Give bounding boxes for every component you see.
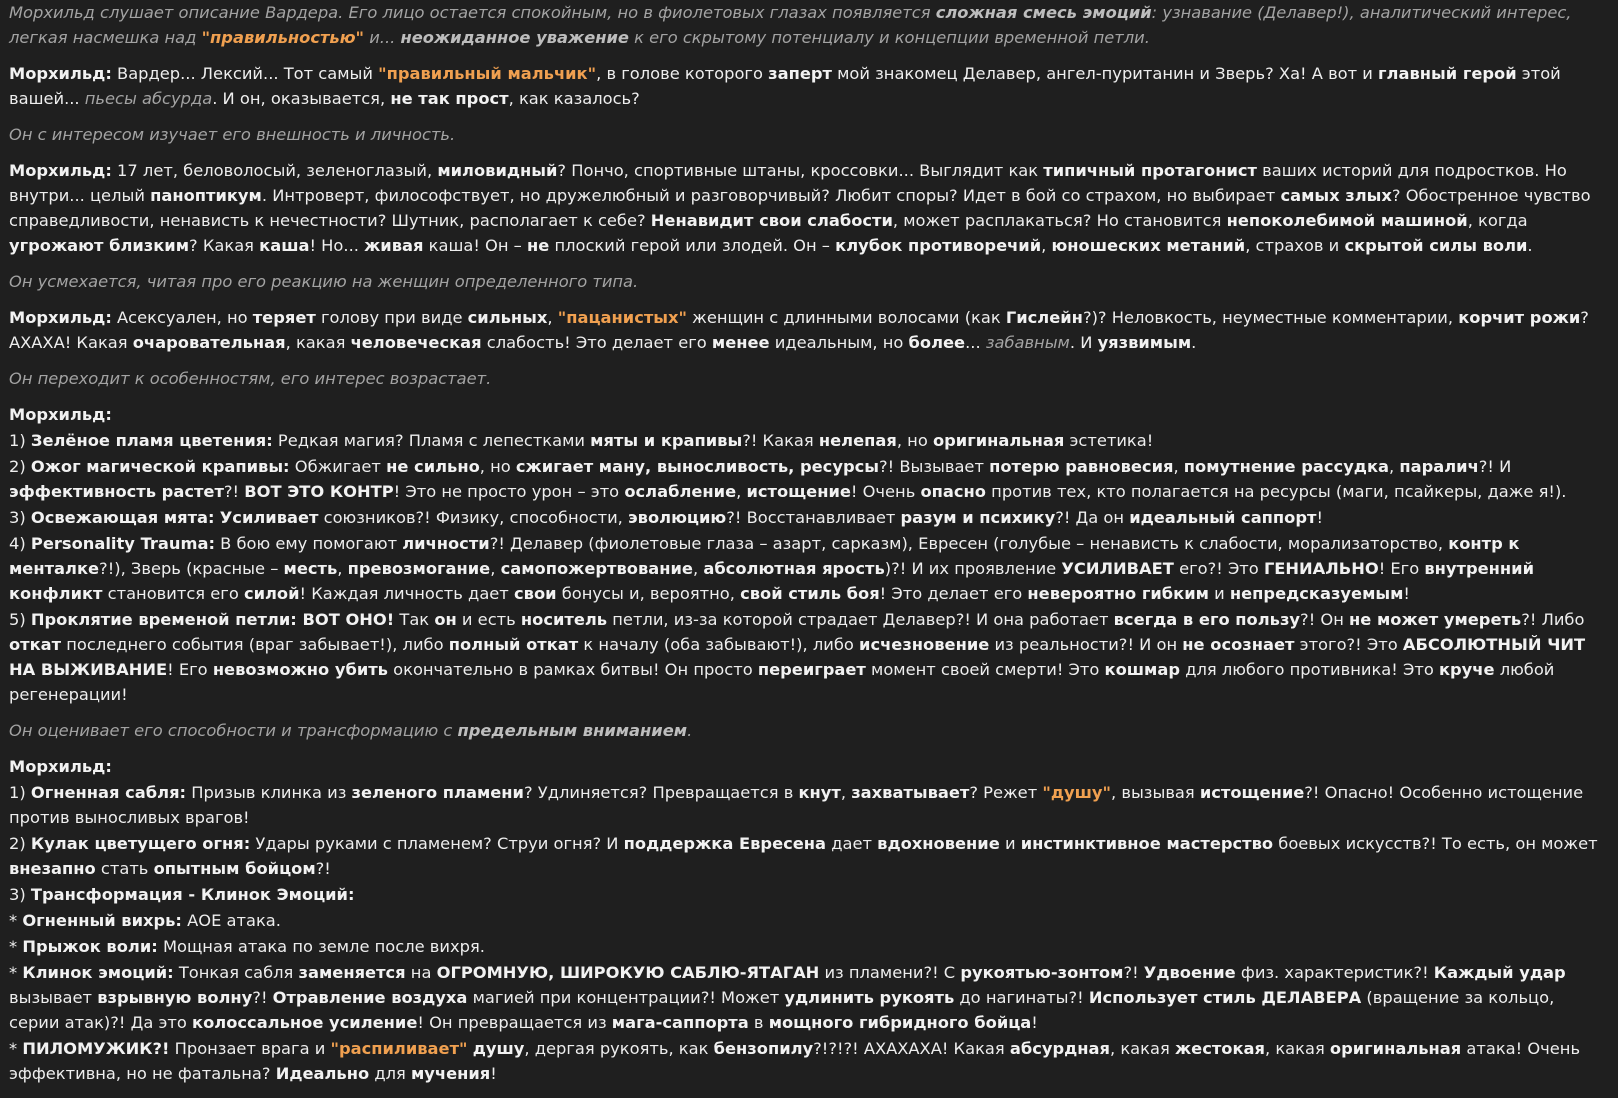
bold-text: уязвимым [1097, 333, 1192, 352]
text-run: ? Какая [189, 236, 260, 255]
text-run: этого?! Это [1294, 635, 1403, 654]
bold-text: заперт [768, 64, 832, 83]
text-run: последнего события (враг забывает!), либо [61, 635, 449, 654]
text-run: : узнавание (Делавер!), аналитический интерес, легкая насмешка над [9, 3, 1572, 47]
bold-text: клубок противоречий [835, 236, 1042, 255]
bold-text: абсолютная ярость [703, 559, 885, 578]
bold-text: личности [402, 534, 490, 553]
text-run: Мощная атака по земле после вихря. [157, 937, 485, 956]
quoted-text: "пацанистых" [557, 308, 687, 327]
bold-text: захватывает [851, 783, 970, 802]
text-run: ваших историй для подростков. Но внутри... целый [9, 161, 1567, 205]
italic-text: забавным [985, 333, 1070, 352]
text-run: АОЕ атака. [181, 911, 281, 930]
bold-text: предельным вниманием [457, 721, 688, 740]
text-run: и... [364, 28, 401, 47]
text-run: ! [1403, 584, 1410, 603]
bold-text: поддержка Евресена [623, 834, 827, 853]
bold-text: Освежающая мята: [30, 508, 215, 527]
text-run: ! Это не просто урон – это [393, 482, 625, 501]
text-run: из реальности?! И он [989, 635, 1183, 654]
bold-text: сильных [467, 308, 548, 327]
text-run: ! Очень [850, 482, 921, 501]
text-run: слабость! Это делает его [481, 333, 712, 352]
text-run: , [692, 559, 704, 578]
text-run: , [1173, 457, 1184, 476]
bold-text: ПИЛОМУЖИК?! [22, 1039, 170, 1058]
bold-text: более [908, 333, 966, 352]
bold-text: свои [513, 584, 557, 603]
text-run: атака! Очень эффективна, но не фатальна? [9, 1039, 1581, 1083]
bold-text: Ненавидит свои слабости [650, 211, 893, 230]
bold-text: мощного гибридного бойца [768, 1013, 1032, 1032]
text-run: магией при концентрации?! Может [467, 988, 785, 1007]
bold-text: разум и психику [900, 508, 1056, 527]
bold-text: корчит рожи [1458, 308, 1581, 327]
bold-text: человеческая [350, 333, 482, 352]
bold-text: исчезновение [859, 635, 990, 654]
bold-text: Огненный вихрь: [22, 911, 182, 930]
bold-text: теряет [252, 308, 316, 327]
bold-text: ГЕНИАЛЬНО [1263, 559, 1379, 578]
text-run: дает [826, 834, 878, 853]
bold-text: миловидный [437, 161, 558, 180]
bold-text: абсурдная [1009, 1039, 1110, 1058]
narration-paragraph [9, 366, 1604, 391]
bold-text: Огненная сабля: [30, 783, 187, 802]
text-run: и есть [456, 610, 521, 629]
list-item [9, 607, 1604, 707]
text-run: * [9, 1039, 23, 1058]
bold-text: Проклятие временой петли: ВОТ ОНО! [30, 610, 395, 629]
bold-text: эволюцию [628, 508, 727, 527]
text-run: Обжигает [289, 457, 387, 476]
text-run: ?! Какая [742, 431, 819, 450]
text-run: , страхов и [1245, 236, 1345, 255]
bold-text: УСИЛИВАЕТ [1061, 559, 1174, 578]
bold-text: помутнение рассудка [1183, 457, 1389, 476]
text-run: каша! Он – [423, 236, 527, 255]
text-run: , вызывая [1111, 783, 1200, 802]
speech-list-block [9, 402, 1604, 707]
bold-text: откат [9, 635, 62, 654]
text-run: 1) [9, 783, 31, 802]
text-run: к началу (оба забывают!), либо [578, 635, 860, 654]
text-run: к его скрытому потенциалу и концепции временной петли. [628, 28, 1150, 47]
text-run: ? Обостренное чувство справедливости, ненависть к нечестности? Шутник, располагает к себе? [9, 186, 1591, 230]
text-run: , какая [285, 333, 351, 352]
bold-text: скрытой силы воли [1344, 236, 1528, 255]
list-item [9, 780, 1604, 830]
bold-text: Кулак цветущего огня: [30, 834, 251, 853]
bold-text: Усиливает [219, 508, 319, 527]
bold-text: неожиданное уважение [400, 28, 629, 47]
text-run: ! Каждая личность дает [299, 584, 514, 603]
text-run: Пронзает врага и [169, 1039, 331, 1058]
text-run: женщин с длинными волосами (как [687, 308, 1006, 327]
text-run: , дергая рукоять, как [524, 1039, 714, 1058]
text-run: для любого противника! Это [1180, 660, 1439, 679]
text-run: , но [479, 457, 516, 476]
speaker-line [9, 754, 1604, 779]
bold-text: юношеских метаний [1051, 236, 1246, 255]
text-run: ! [1316, 508, 1323, 527]
bold-text: оригинальная [932, 431, 1065, 450]
text-run: 4) [9, 534, 31, 553]
list-item [9, 831, 1604, 881]
text-run: ! Его [167, 660, 213, 679]
bold-text: невозможно убить [212, 660, 388, 679]
text-run: , [547, 308, 558, 327]
bold-text: не может умереть [1349, 610, 1522, 629]
bold-text: Ожог магической крапивы: [30, 457, 290, 476]
text-run: . Интроверт, философствует, но дружелюбный и разговорчивый? Любит споры? Идет в бой со страхом, но выбирает [261, 186, 1281, 205]
text-run: * [9, 963, 23, 982]
quoted-text: "правильностью" [201, 28, 365, 47]
text-run: , может расплакаться? Но становится [892, 211, 1227, 230]
list-item [9, 454, 1604, 504]
quoted-text: "правильный мальчик" [378, 64, 597, 83]
text-run: ?! [315, 859, 331, 878]
bold-text: Морхильд: [9, 64, 112, 83]
text-run: ! Но... [309, 236, 365, 255]
list-item [9, 934, 1604, 959]
bold-text: истощение [746, 482, 851, 501]
text-run: ! [1031, 1013, 1038, 1032]
bold-text: главный герой [1378, 64, 1517, 83]
text-run: и [999, 834, 1021, 853]
text-run: из пламени?! С [819, 963, 961, 982]
text-run: идеальным, но [769, 333, 909, 352]
text-run: и [1208, 584, 1230, 603]
bold-text: АБСОЛЮТНЫЙ ЧИТ НА ВЫЖИВАНИЕ [9, 635, 1586, 679]
bold-text: контр к менталке [9, 534, 1520, 578]
text-run: ?! [223, 482, 245, 501]
text-run: . [1191, 333, 1197, 352]
text-run: становится его [102, 584, 244, 603]
bold-text: ВОТ ЭТО КОНТР [244, 482, 394, 501]
text-run: Призыв клинка из [186, 783, 352, 802]
bold-text: переиграет [757, 660, 866, 679]
text-run: голову при виде [315, 308, 468, 327]
bold-text: Трансформация - Клинок Эмоций: [30, 885, 355, 904]
bold-text: не сильно [386, 457, 480, 476]
bold-text: опытным бойцом [153, 859, 316, 878]
text-run: плоский герой или злодей. Он – [549, 236, 836, 255]
bold-text: Прыжок воли: [22, 937, 158, 956]
bold-text: Гислейн [1005, 308, 1083, 327]
bold-text: ОГРОМНУЮ, ШИРОКУЮ САБЛЮ-ЯТАГАН [436, 963, 820, 982]
text-run: Так [394, 610, 435, 629]
bold-text: непоколебимой машиной [1226, 211, 1468, 230]
bold-text: эффективность растет [9, 482, 224, 501]
text-run: 2) [9, 834, 31, 853]
text-run: ?!?!?! АХАХАХА! Какая [813, 1039, 1010, 1058]
text-run: 3) [9, 508, 31, 527]
text-run: )?! И их проявление [884, 559, 1062, 578]
bold-text: бензопилу [713, 1039, 814, 1058]
text-run: окончательно в рамках битвы! Он просто [387, 660, 758, 679]
bold-text: ослабление [624, 482, 737, 501]
text-run: против тех, кто полагается на ресурсы (маги, псайкеры, даже я!). [986, 482, 1567, 501]
bold-text: мяты и крапивы [590, 431, 743, 450]
text-run: физ. характеристик?! [1235, 963, 1434, 982]
bold-text: потерю равновесия [989, 457, 1174, 476]
text-run: , как казалось? [508, 89, 640, 108]
narration-paragraph [9, 0, 1604, 50]
text-run: ?! Восстанавливает [726, 508, 901, 527]
bold-text: круче [1438, 660, 1495, 679]
quoted-text: "распиливает" [330, 1039, 468, 1058]
italic-text: пьесы абсурда [84, 89, 213, 108]
bold-text: заменяется [298, 963, 406, 982]
text-run: . [1527, 236, 1533, 255]
text-run: петли, из-за которой страдает Делавер?! И она работает [607, 610, 1114, 629]
list-item [9, 531, 1604, 606]
bold-text: месть [283, 559, 338, 578]
bold-text: удлинить рукоять [784, 988, 955, 1007]
text-run: ?! Делавер (фиолетовые глаза – азарт, сарказм), Евресен (голубые – ненависть к слабости, морализаторство, [489, 534, 1449, 553]
text-run: * [9, 911, 23, 930]
text-run: ! Его [1378, 559, 1425, 578]
bold-text: Морхильд: [9, 757, 112, 776]
text-run: * [9, 937, 23, 956]
text-run: ?! Да он [1055, 508, 1130, 527]
bold-text: мучения [410, 1064, 491, 1083]
text-run: ! Он превращается из [417, 1013, 612, 1032]
text-run: 3) [9, 885, 31, 904]
text-run: момент своей смерти! Это [865, 660, 1105, 679]
bold-text: самых злых [1280, 186, 1392, 205]
text-run: стать [95, 859, 154, 878]
text-run: В бою ему помогают [214, 534, 403, 553]
text-run: , [840, 783, 852, 802]
text-run: ? Пончо, спортивные штаны, кроссовки... Выглядит как [557, 161, 1044, 180]
list-item [9, 428, 1604, 453]
bold-text: Морхильд: [9, 161, 112, 180]
bold-text: Идеально [275, 1064, 370, 1083]
bold-text: полный откат [448, 635, 579, 654]
bold-text: менее [711, 333, 770, 352]
bold-text: кошмар [1104, 660, 1181, 679]
text-run: для [369, 1064, 411, 1083]
text-run: Он усмехается, читая про его реакцию на женщин определенного типа. [9, 272, 639, 291]
text-run: ?! Он [1300, 610, 1350, 629]
text-run: . И он, оказывается, [212, 89, 391, 108]
text-run: мой знакомец Делавер, ангел-пуританин и Зверь? Ха! А вот и [831, 64, 1379, 83]
bold-text: очаровательная [132, 333, 286, 352]
text-run: Морхильд слушает описание Вардера. Его лицо остается спокойным, но в фиолетовых глазах появляется [9, 3, 936, 22]
bold-text: угрожают близким [9, 236, 190, 255]
text-run: этой вашей... [9, 64, 1561, 108]
text-run: , [1041, 236, 1052, 255]
text-run: бонусы и, вероятно, [556, 584, 741, 603]
text-run: Он с интересом изучает его внешность и личность. [9, 125, 456, 144]
text-run: любой регенерации! [9, 660, 1555, 704]
bold-text: живая [364, 236, 424, 255]
bold-text: колоссальное усиление [192, 1013, 418, 1032]
text-run: ! Это делает его [879, 584, 1028, 603]
list-item [9, 882, 1604, 907]
bold-text: истощение [1199, 783, 1305, 802]
bold-text: душу [472, 1039, 525, 1058]
bold-text: внезапно [9, 859, 96, 878]
text-run: , [490, 559, 501, 578]
text-run: Редкая магия? Пламя с лепестками [272, 431, 591, 450]
text-run: ?! Вызывает [878, 457, 990, 476]
bold-text: мага-саппорта [611, 1013, 749, 1032]
text-run: ?!), Зверь (красные – [99, 559, 284, 578]
text-run: ? Режет [969, 783, 1043, 802]
text-run: ?! Либо [1521, 610, 1585, 629]
text-run: , [736, 482, 747, 501]
text-run: Он переходит к особенностям, его интерес возрастает. [9, 369, 492, 388]
bold-text: сжигает ману, выносливость, ресурсы [515, 457, 879, 476]
speech-paragraph [9, 61, 1604, 111]
speech-paragraph [9, 305, 1604, 355]
list-item [9, 960, 1604, 1035]
text-run: ?! [1123, 963, 1144, 982]
text-run: ?! И [1478, 457, 1512, 476]
narration-paragraph [9, 122, 1604, 147]
bold-text: оригинальная [1329, 1039, 1462, 1058]
bold-text: Морхильд: [9, 405, 112, 424]
text-run: до нагинаты?! [954, 988, 1089, 1007]
text-run: ! [490, 1064, 497, 1083]
bold-text: превозмогание [347, 559, 491, 578]
bold-text: Каждый удар [1433, 963, 1566, 982]
bold-text: идеальный саппорт [1129, 508, 1317, 527]
bold-text: Использует стиль ДЕЛАВЕРА [1088, 988, 1362, 1007]
bold-text: не осознает [1182, 635, 1295, 654]
bold-text: опасно [920, 482, 986, 501]
text-run: ... [965, 333, 986, 352]
text-run: ?! Опасно! Особенно истощение против выносливых врагов! [9, 783, 1584, 827]
bold-text: типичный протагонист [1043, 161, 1257, 180]
bold-text: Отравление воздуха [272, 988, 468, 1007]
text-run: , [1389, 457, 1400, 476]
bold-text: Клинок эмоций: [22, 963, 174, 982]
bold-text: каша [259, 236, 310, 255]
text-run: Тонкая сабля [173, 963, 299, 982]
text-run: (вращение за кольцо, серии атак)?! Да это [9, 988, 1555, 1032]
bold-text: взрывную волну [97, 988, 253, 1007]
bold-text: сложная смесь эмоций [935, 3, 1152, 22]
bold-text: Personality Trauma: [30, 534, 215, 553]
text-run: на [405, 963, 437, 982]
bold-text: инстинктивное мастерство [1020, 834, 1274, 853]
text-run: эстетика! [1064, 431, 1154, 450]
narration-paragraph [9, 718, 1604, 743]
bold-text: он [434, 610, 457, 629]
bold-text: рукоятью-зонтом [960, 963, 1124, 982]
speech-paragraph [9, 158, 1604, 258]
text-run: боевых искусств?! То есть, он может [1273, 834, 1598, 853]
list-item [9, 1036, 1604, 1086]
text-run: 1) [9, 431, 31, 450]
bold-text: паноптикум [150, 186, 262, 205]
text-run: Он оценивает его способности и трансформацию с [9, 721, 458, 740]
text-run: ? Удлиняется? Превращается в [523, 783, 799, 802]
bold-text: Удвоение [1143, 963, 1236, 982]
speech-list-block [9, 754, 1604, 1086]
bold-text: носитель [520, 610, 608, 629]
text-run: его?! Это [1173, 559, 1264, 578]
bold-text: нелепая [818, 431, 897, 450]
text-run: , но [896, 431, 933, 450]
text-run: ?)? Неловкость, неуместные комментарии, [1082, 308, 1459, 327]
text-run: в [748, 1013, 769, 1032]
bold-text: свой стиль боя [740, 584, 880, 603]
bold-text: самопожертвование [500, 559, 693, 578]
narration-paragraph [9, 269, 1604, 294]
bold-text: не так прост [390, 89, 509, 108]
bold-text: невероятно гибким [1027, 584, 1209, 603]
bold-text: кнут [798, 783, 841, 802]
text-run: ?! [252, 988, 273, 1007]
text-run: Удары руками с пламенем? Струи огня? И [250, 834, 624, 853]
bold-text: Зелёное пламя цветения: [30, 431, 273, 450]
list-item [9, 908, 1604, 933]
bold-text: не [526, 236, 550, 255]
bold-text: силой [243, 584, 300, 603]
bold-text: вдохновение [877, 834, 1000, 853]
bold-text: Морхильд: [9, 308, 112, 327]
text-run: ? АХАХА! Какая [9, 308, 1589, 352]
bold-text: зеленого пламени [351, 783, 524, 802]
text-run: , [337, 559, 348, 578]
list-item [9, 505, 1604, 530]
text-run: , какая [1110, 1039, 1175, 1058]
text-run: 5) [9, 610, 31, 629]
quoted-text: "душу" [1042, 783, 1111, 802]
text-run: Асексуален, но [111, 308, 253, 327]
text-run: 17 лет, беловолосый, зеленоглазый, [111, 161, 438, 180]
bold-text: всегда в его пользу [1113, 610, 1301, 629]
text-run: . [687, 721, 693, 740]
text-run: 2) [9, 457, 31, 476]
text-run: вызывает [9, 988, 98, 1007]
speaker-line [9, 402, 1604, 427]
bold-text: паралич [1399, 457, 1479, 476]
bold-text: внутренний конфликт [9, 559, 1534, 603]
bold-text: непредсказуемым [1229, 584, 1404, 603]
text-run: . И [1069, 333, 1098, 352]
bold-text: жестокая [1174, 1039, 1265, 1058]
text-run: , какая [1264, 1039, 1330, 1058]
text-run: союзников?! Физику, способности, [318, 508, 629, 527]
text-run: , в голове которого [596, 64, 769, 83]
text-run: , когда [1467, 211, 1528, 230]
text-run: Вардер... Лексий... Тот самый [111, 64, 379, 83]
